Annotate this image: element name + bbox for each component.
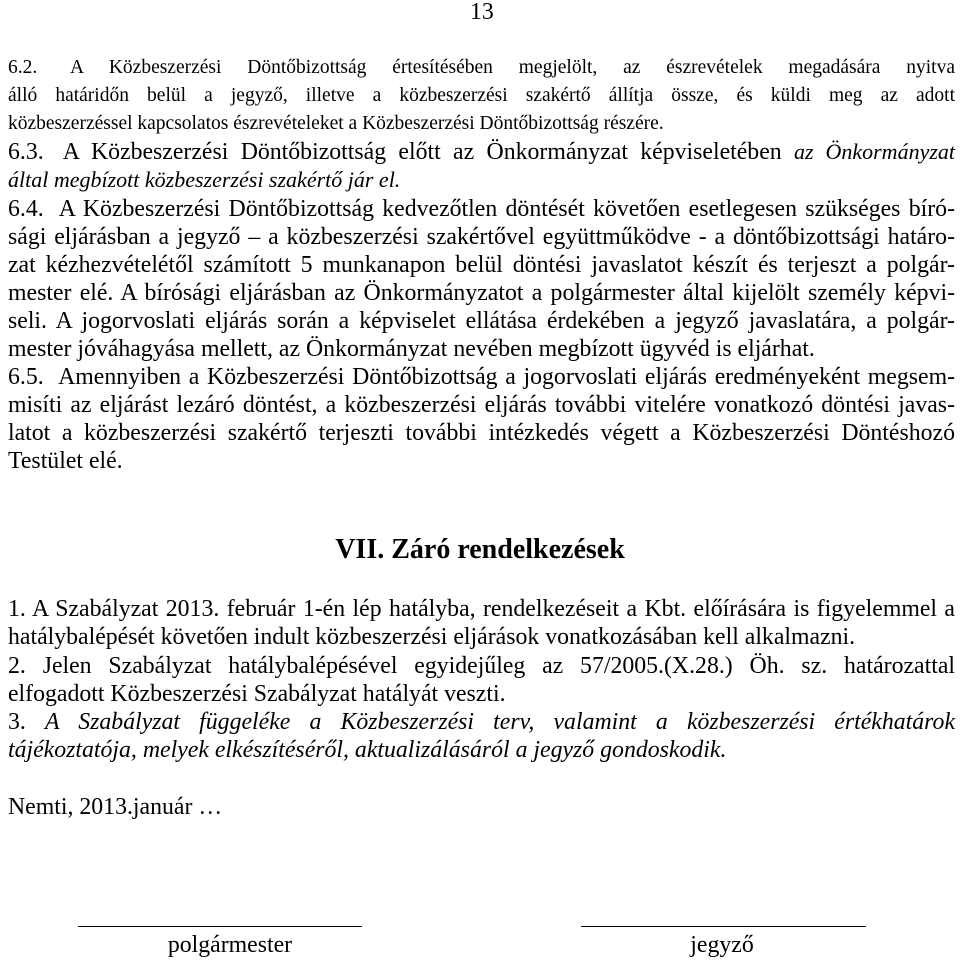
paragraph-6-4-line: seli. A jogorvoslati eljárás során a képviselet ellátása érdekében a jegyző javaslatára, a polgár- <box>8 308 955 334</box>
paragraph-6-2-line: álló határidőn belül a jegyző, illetve a közbeszerzési szakértő állítja össze, és küldi meg az adott <box>8 85 955 106</box>
line-text-italic: az Önkormányzat <box>794 139 956 164</box>
paragraph-6-3-line: által megbízott közbeszerzési szakértő jár el. <box>8 167 401 192</box>
chapter-heading: VII. Záró rendelkezések <box>335 534 625 565</box>
item-number: 3. <box>8 709 26 735</box>
item-1-line <box>8 595 955 623</box>
item-3-line: tájékoztatója, melyek elkészítéséről, aktualizálásáról a jegyző gondoskodik. <box>8 737 727 763</box>
signature-line-left <box>78 926 362 927</box>
paragraph-6-4-line <box>8 195 955 223</box>
place-date: Nemti, 2013.január … <box>8 794 223 820</box>
item-3-line <box>8 708 955 736</box>
signature-label-notary: jegyző <box>690 932 754 958</box>
page-number: 13 <box>470 0 494 25</box>
paragraph-6-5-line <box>8 363 955 391</box>
paragraph-6-2-line <box>8 54 955 82</box>
paragraph-6-4-line: mester elé. A bírósági eljárásban az Önkormányzatot a polgármester által kijelölt személy képvi- <box>8 280 955 306</box>
signature-label-mayor: polgármester <box>167 932 293 958</box>
item-number: 2. <box>8 653 26 679</box>
paragraph-6-2-line: közbeszerzéssel kapcsolatos észrevételeket a Közbeszerzési Döntőbizottság részére. <box>8 113 664 134</box>
paragraph-6-4-line: zat kézhezvételétől számított 5 munkanapon belül döntési javaslatot készít és terjeszt a polgár- <box>8 252 955 278</box>
paragraph-6-5-line: Testület elé. <box>8 448 123 474</box>
line-text: Jelen Szabályzat hatálybalépésével egyidejűleg az 57/2005.(X.28.) Öh. sz. határozattal <box>42 653 955 679</box>
paragraph-6-4-line: mester jóváhagyása mellett, az Önkormányzat nevében megbízott ügyvéd is eljárhat. <box>8 336 815 362</box>
line-text: A Közbeszerzési Döntőbizottság előtt az Önkormányzat képviseletében <box>62 139 782 165</box>
item-2-line <box>8 652 955 680</box>
line-text: A Közbeszerzési Döntőbizottság kedvezőtlen döntését követően esetlegesen szükséges bíró- <box>58 196 955 222</box>
signature-line-right <box>581 926 866 927</box>
section-number: 6.5. <box>8 364 44 390</box>
section-number: 6.2. <box>8 57 38 78</box>
line-text: A Szabályzat 2013. február 1-én lép hatályba, rendelkezéseit a Kbt. előírására is figyelemmel a <box>31 596 955 622</box>
paragraph-6-4-line: sági eljárásban a jegyző – a közbeszerzési szakértővel együttműködve - a döntőbizottsági határo- <box>8 224 955 250</box>
line-text-italic: A Szabályzat függeléke a Közbeszerzési terv, valamint a közbeszerzési értékhatárok <box>45 709 956 735</box>
section-number: 6.4. <box>8 196 44 222</box>
item-number: 1. <box>8 596 26 622</box>
line-text: Amennyiben a Közbeszerzési Döntőbizottság a jogorvoslati eljárás eredményeként megsem- <box>58 364 955 390</box>
paragraph-6-5-line: latot a közbeszerzési szakértő terjeszti további intézkedés végett a Közbeszerzési Döntéshozó <box>8 420 955 446</box>
paragraph-6-3-line <box>8 138 955 166</box>
line-text: A Közbeszerzési Döntőbizottság értesítésében megjelölt, az észrevételek megadására nyitva <box>70 57 955 78</box>
item-1-line: hatálybalépését követően indult közbeszerzési eljárások vonatkozásában kell alkalmazni. <box>8 624 856 650</box>
section-number: 6.3. <box>8 139 44 165</box>
item-2-line: elfogadott Közbeszerzési Szabályzat hatályát veszti. <box>8 681 506 707</box>
paragraph-6-5-line: misíti az eljárást lezáró döntést, a közbeszerzési eljárás további vitelére vonatkozó döntési javas- <box>8 392 955 418</box>
